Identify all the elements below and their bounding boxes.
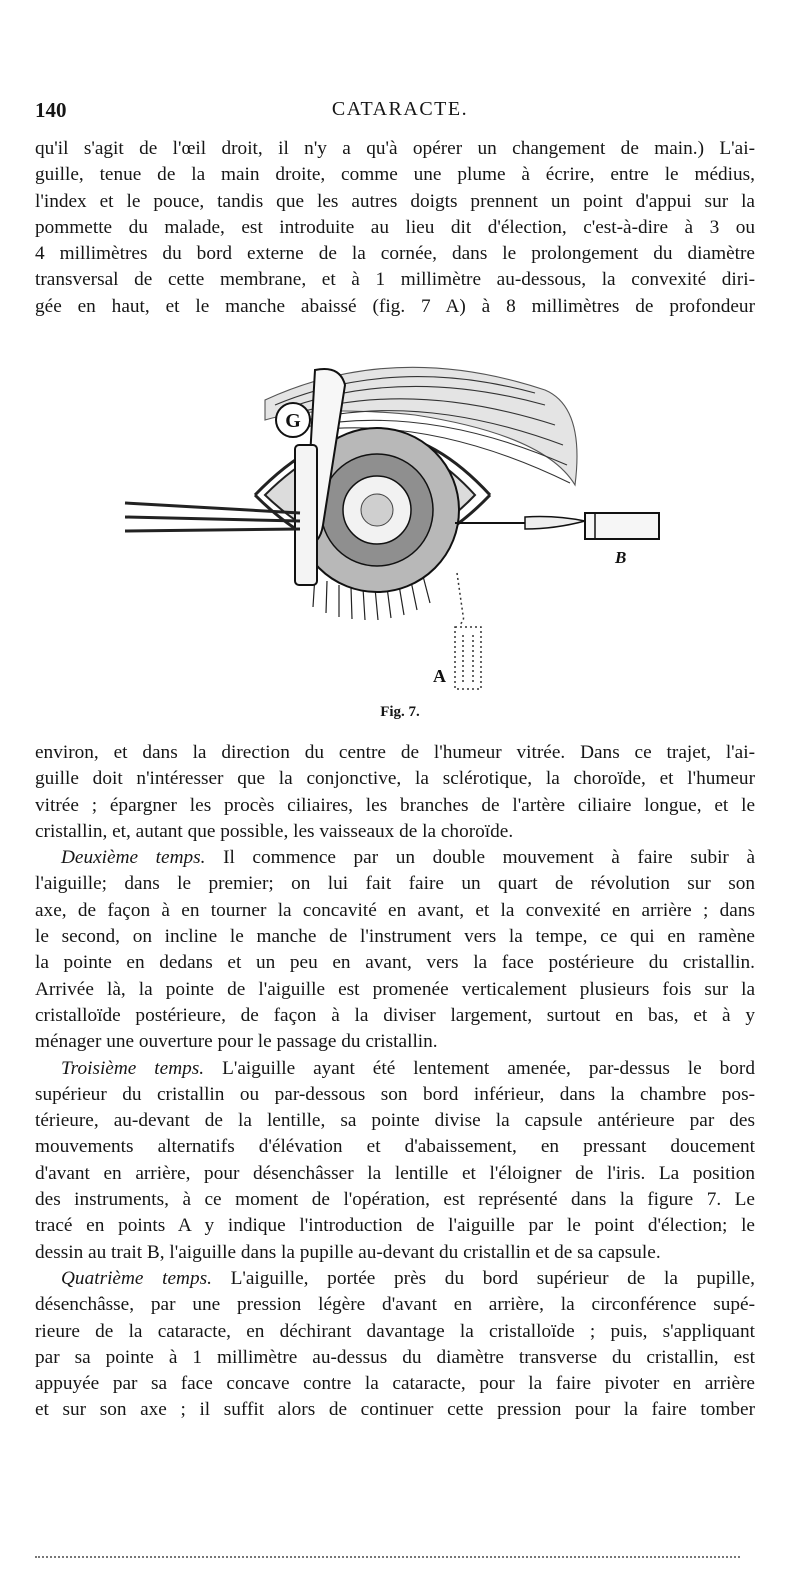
eye-illustration [115, 345, 675, 705]
text-line: tracé en points A y indique l'introduction de l'aiguille par le point d'élection; le [35, 1215, 755, 1237]
section-heading: Quatrième temps. [61, 1267, 212, 1289]
text-line: et sur son axe ; il suffit alors de continuer cette pression pour la faire tomber [35, 1399, 755, 1421]
text-line: cristalloïde postérieure, de façon à la diviser largement, surtout en bas, et à y [35, 1004, 755, 1026]
text-line: vitrée ; épargner les procès ciliaires, les branches de l'artère ciliaire longue, et le [35, 794, 755, 816]
text-line: des instruments, à ce moment de l'opération, est représenté dans la figure 7. Le [35, 1189, 755, 1211]
footer-dotted-rule [35, 1556, 740, 1558]
text-line: transversal de cette membrane, et à 1 millimètre au-dessous, la convexité diri- [35, 269, 755, 291]
label-g: G [285, 410, 301, 432]
text-fragment: L'aiguille ayant été lentement amenée, par-dessus le bord [222, 1057, 755, 1079]
text-line: pommette du malade, est introduite au lieu dit d'élection, c'est-à-dire à 3 ou [35, 216, 755, 238]
running-title: CATARACTE. [331, 98, 469, 120]
text-line: dessin au trait B, l'aiguille dans la pupille au-devant du cristallin et de sa capsule. [35, 1241, 661, 1263]
text-line: appuyée par sa face concave contre la cataracte, pour la faire pivoter en arrière [35, 1373, 755, 1395]
text-line: rieure de la cataracte, en déchirant davantage la cristalloïde ; puis, s'appliquant [35, 1320, 755, 1342]
label-a: A [433, 666, 446, 686]
text-line: 4 millimètres du bord externe de la cornée, dans le prolongement du diamètre [35, 243, 755, 265]
speculum-handle-left [125, 503, 300, 531]
page-number: 140 [35, 98, 67, 122]
eye-operation-figure [115, 345, 675, 705]
text-line: l'aiguille; dans le premier; on lui fait faire un quart de révolution sur son [35, 873, 755, 895]
text-line: guille doit n'intéresser que la conjonctive, la sclérotique, la choroïde, et l'humeur [35, 768, 755, 790]
text-fragment: L'aiguille, portée près du bord supérieur de la pupille, [230, 1267, 755, 1289]
text-line [35, 845, 755, 871]
text-line: qu'il s'agit de l'œil droit, il n'y a qu'à opérer un changement de main.) L'ai- [35, 138, 755, 159]
text-line: Arrivée là, la pointe de l'aiguille est promenée verticalement plusieurs fois sur la [35, 978, 755, 1000]
text-line [35, 1056, 755, 1082]
section-heading: Troisième temps. [61, 1057, 205, 1079]
text-line: ménager une ouverture pour le passage du cristallin. [35, 1031, 438, 1053]
needle-b [455, 513, 659, 567]
text-line: axe, de façon à en tourner la concavité en avant, et la convexité en arrière ; dans [35, 899, 755, 921]
section-heading: Deuxième temps. [61, 847, 206, 869]
paragraph-2 [35, 740, 755, 1424]
figure-caption: Fig. 7. [380, 704, 420, 720]
text-line: par sa pointe à 1 millimètre au-dessus du diamètre transverse du cristallin, est [35, 1346, 755, 1368]
text-fragment: Il commence par un double mouvement à faire subir à [223, 847, 755, 869]
needle-a-dotted [433, 573, 481, 689]
text-line [35, 1266, 755, 1292]
text-line: désenchâsse, par une pression légère d'avant en arrière, la circonférence supé- [35, 1294, 755, 1316]
text-line: cristallin, et, autant que possible, les vaisseaux de la choroïde. [35, 820, 514, 842]
text-line: supérieur du cristallin ou par-dessous son bord inférieur, dans la chambre pos- [35, 1083, 755, 1105]
text-line: guille, tenue de la main droite, comme une plume à écrire, entre le médius, [35, 164, 755, 186]
text-line: d'avant en arrière, pour désenchâsser la lentille et l'éloigner de l'iris. La position [35, 1162, 755, 1184]
paragraph-1 [35, 136, 755, 320]
text-line: l'index et le pouce, tandis que les autres doigts prennent un point d'appui sur la [35, 190, 755, 212]
text-line: gée en haut, et le manche abaissé (fig. 7 A) à 8 millimètres de profondeur [35, 295, 755, 317]
label-b: B [615, 548, 627, 567]
text-line: le second, on incline le manche de l'instrument vers la tempe, ce qui en ramène [35, 926, 755, 948]
text-line: environ, et dans la direction du centre de l'humeur vitrée. Dans ce trajet, l'ai- [35, 742, 755, 763]
text-line: térieure, au-devant de la lentille, sa pointe divise la capsule antérieure par des [35, 1110, 755, 1132]
page-header [35, 98, 765, 128]
text-line: mouvements alternatifs d'élévation et d'abaissement, en pressant doucement [35, 1136, 755, 1158]
text-line: la pointe en dedans et un peu en avant, vers la face postérieure du cristallin. [35, 952, 755, 974]
